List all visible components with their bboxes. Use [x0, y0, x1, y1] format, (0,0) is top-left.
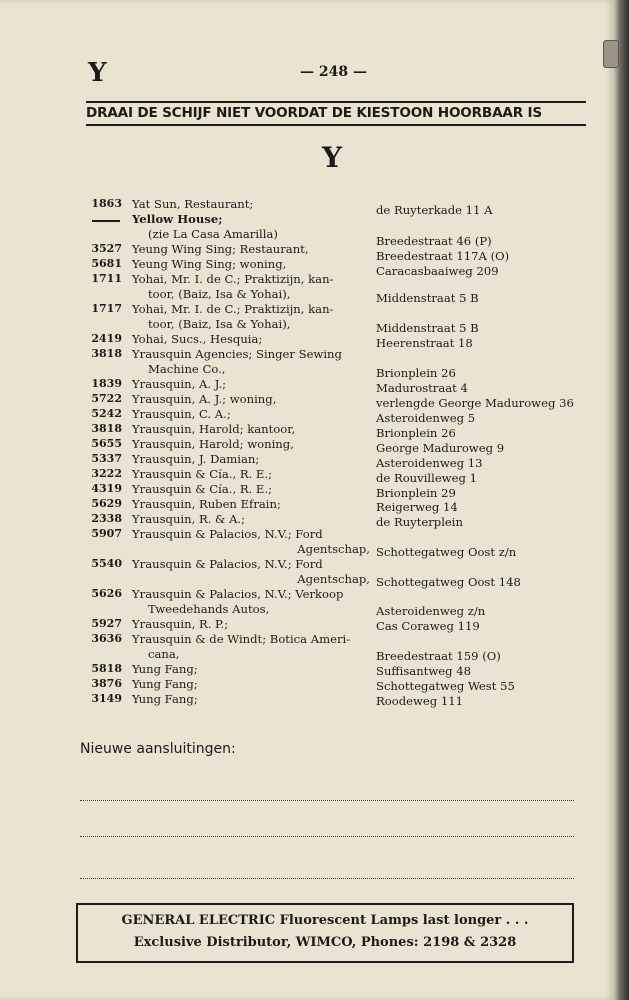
advertisement-line-1: GENERAL ELECTRIC Fluorescent Lamps last longer . . .: [121, 913, 529, 928]
entry-name: Yrausquin, A. J.;: [132, 377, 227, 391]
entry-name-cont: toor, (Baiz, Isa & Yohai),: [148, 317, 291, 331]
binder-clip: [603, 40, 619, 68]
entry-name: Yrausquin, R. P.;: [132, 617, 229, 631]
phone-number: 3149: [91, 692, 122, 705]
entry-address: Asteroidenweg 13: [376, 456, 483, 470]
entry-name: Yeung Wing Sing; Restaurant,: [132, 242, 309, 256]
entry-name-cont: Machine Co.,: [148, 362, 226, 376]
entry-name: Yrausquin & Cía., R. E.;: [132, 467, 272, 481]
phone-number: 3818: [91, 347, 122, 360]
entry-name: Yrausquin & de Windt; Botica Ameri-: [132, 632, 351, 646]
entry-address: Breedestraat 117A (O): [376, 249, 510, 263]
phone-number: 5629: [91, 497, 122, 510]
entry-name-cont: Tweedehands Autos,: [148, 602, 270, 616]
entry-address: Reigerweg 14: [376, 500, 458, 514]
entry-name: Yohai, Sucs., Hesquia;: [132, 332, 263, 346]
entry-name: Yung Fang;: [132, 692, 198, 706]
phone-number: 5337: [91, 452, 122, 465]
entry-address: Cas Coraweg 119: [376, 619, 480, 633]
entry-name: Yrausquin Agencies; Singer Sewing: [132, 347, 342, 361]
entry-address: Suffisantweg 48: [376, 664, 471, 678]
entry-address: Schottegatweg Oost 148: [376, 575, 521, 589]
phone-number: 5655: [91, 437, 122, 450]
entry-name: Yohai, Mr. I. de C.; Praktizijn, kan-: [132, 272, 334, 286]
entry-name: Yrausquin, Harold; kantoor,: [132, 422, 296, 436]
advertisement-line-2: Exclusive Distributor, WIMCO, Phones: 2198 & 2328: [133, 935, 517, 950]
entry-name-cont: toor, (Baiz, Isa & Yohai),: [148, 287, 291, 301]
section-letter: Y: [322, 141, 342, 174]
blank-entry-line: [80, 836, 574, 837]
entry-address: Brionplein 26: [376, 366, 456, 380]
page-edge: [614, 0, 629, 1000]
phone-number: 5540: [91, 557, 122, 570]
entry-name: Yrausquin & Palacios, N.V.; Ford: [132, 527, 323, 541]
phone-number: 3527: [91, 242, 122, 255]
entry-name: Yellow House;: [132, 212, 223, 226]
entry-name-cont: Agentschap,: [297, 542, 370, 556]
phone-number: 1839: [91, 377, 122, 390]
entry-address: Schottegatweg Oost z/n: [376, 545, 517, 559]
entry-address: Brionplein 26: [376, 426, 456, 440]
entry-address: Middenstraat 5 B: [376, 291, 479, 305]
entry-name: Yrausquin, Harold; woning,: [132, 437, 294, 451]
entry-name: Yrausquin, Ruben Efrain;: [132, 497, 281, 511]
phone-number: 3636: [91, 632, 122, 645]
entry-name: Yat Sun, Restaurant;: [132, 197, 254, 211]
phone-number: 5626: [91, 587, 122, 600]
phone-number: 5242: [91, 407, 122, 420]
entry-name: Yeung Wing Sing; woning,: [132, 257, 287, 271]
entry-name: Yung Fang;: [132, 662, 198, 676]
phone-number: 3818: [91, 422, 122, 435]
entry-name: Yrausquin & Palacios, N.V.; Ford: [132, 557, 323, 571]
blank-entry-line: [80, 878, 574, 879]
entry-name: Yrausquin, R. & A.;: [132, 512, 246, 526]
entry-name-cont: cana,: [148, 647, 180, 661]
entry-name: Yrausquin & Cía., R. E.;: [132, 482, 272, 496]
phone-number: 5927: [91, 617, 122, 630]
phone-number: 5907: [91, 527, 122, 540]
phone-number: 5818: [91, 662, 122, 675]
repeat-dash: [92, 220, 120, 222]
entry-name-cont: (zie La Casa Amarilla): [148, 227, 278, 241]
entry-name: Yrausquin, A. J.; woning,: [132, 392, 277, 406]
new-connections-label: Nieuwe aansluitingen:: [80, 741, 236, 757]
phone-number: 5722: [91, 392, 122, 405]
entry-address: Brionplein 29: [376, 486, 456, 500]
phone-number: 1711: [91, 272, 122, 285]
entry-name-cont: Agentschap,: [297, 572, 370, 586]
phone-number: 5681: [91, 257, 122, 270]
entry-address: de Ruyterplein: [376, 515, 463, 529]
entry-address: Schottegatweg West 55: [376, 679, 515, 693]
phone-number: 1863: [91, 197, 122, 210]
entry-name: Yrausquin, C. A.;: [132, 407, 231, 421]
entry-name: Yrausquin, J. Damian;: [132, 452, 260, 466]
entry-name: Yung Fang;: [132, 677, 198, 691]
running-letter: Y: [88, 58, 107, 88]
page-number: — 248 —: [300, 64, 367, 80]
phone-number: 3876: [91, 677, 122, 690]
entry-address: Asteroidenweg 5: [376, 411, 476, 425]
entry-name: Yohai, Mr. I. de C.; Praktizijn, kan-: [132, 302, 334, 316]
entry-address: Middenstraat 5 B: [376, 321, 479, 335]
entry-address: George Maduroweg 9: [376, 441, 505, 455]
entry-address: Breedestraat 46 (P): [376, 234, 492, 248]
entry-address: de Rouvilleweg 1: [376, 471, 477, 485]
entry-address: Caracasbaaiweg 209: [376, 264, 499, 278]
entry-address: de Ruyterkade 11 A: [376, 203, 493, 217]
entry-address: Roodeweg 111: [376, 694, 463, 708]
entry-address: Madurostraat 4: [376, 381, 468, 395]
phone-number: 2419: [91, 332, 122, 345]
advertisement-box: [76, 903, 574, 963]
phone-number: 1717: [91, 302, 122, 315]
blank-entry-line: [80, 800, 574, 801]
entry-address: verlengde George Maduroweg 36: [376, 396, 574, 410]
entry-address: Asteroidenweg z/n: [376, 604, 486, 618]
entry-name: Yrausquin & Palacios, N.V.; Verkoop: [132, 587, 344, 601]
dialing-notice: DRAAI DE SCHIJF NIET VOORDAT DE KIESTOON HOORBAAR IS: [86, 105, 542, 121]
entry-address: Heerenstraat 18: [376, 336, 473, 350]
phone-number: 4319: [91, 482, 122, 495]
phone-number: 3222: [91, 467, 122, 480]
phone-number: 2338: [91, 512, 122, 525]
entry-address: Breedestraat 159 (O): [376, 649, 501, 663]
